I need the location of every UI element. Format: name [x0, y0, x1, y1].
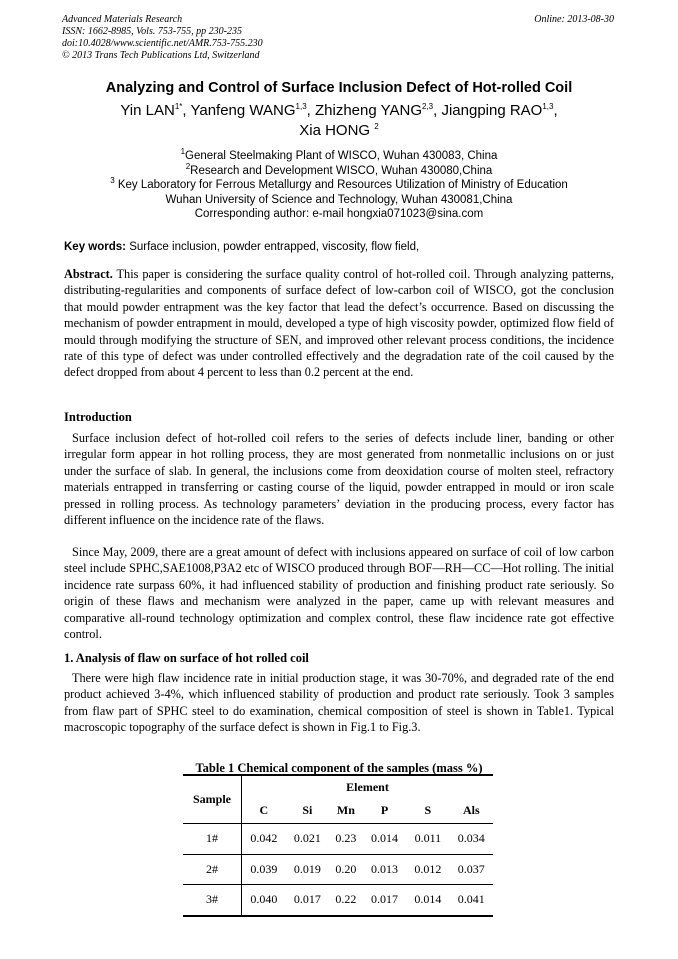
col-header: S — [424, 802, 432, 817]
author-sep: , — [306, 102, 315, 119]
author-sep: , — [553, 102, 558, 119]
affil-text: Key Laboratory for Ferrous Metallurgy and Resources Utilization of Ministry of Education — [114, 179, 568, 192]
table-row — [183, 884, 493, 916]
keywords-text: Surface inclusion, powder entrapped, viscosity, flow field, — [126, 241, 420, 253]
author-affil-sup: 1,3 — [295, 102, 307, 111]
copyright-line: © 2013 Trans Tech Publications Ltd, Switzerland — [62, 50, 260, 61]
col-header: C — [259, 802, 269, 817]
value-cell: 0.23 — [335, 831, 357, 845]
author-name: Zhizheng YANG — [314, 102, 422, 119]
author-list — [60, 101, 618, 141]
value-cell: 0.20 — [335, 861, 357, 876]
author-affil-sup: 2 — [374, 122, 379, 131]
author-sep: , — [182, 102, 191, 119]
abstract — [64, 266, 614, 381]
value-cell: 0.042 — [250, 831, 278, 845]
journal-name: Advanced Materials Research — [62, 14, 183, 25]
section-1-paragraph: There were high flaw incidence rate in initial production stage, it was 30-70%, and degraded rate of the end product achieved 3-4%, which influenced stability of production and product rate seriously. Took 3 samples from flaw part of SPHC steel to do examination, chemical composition of steel is shown in Table1. Typical macroscopic topography of the surface defect is shown in Fig.1 to Fig.3. — [64, 671, 614, 735]
table-row — [183, 823, 493, 854]
value-cell: 0.014 — [370, 831, 398, 845]
affil-sup: 3 — [110, 176, 115, 186]
col-header: P — [380, 802, 389, 817]
affiliations — [40, 149, 638, 222]
sample-header: Sample — [183, 775, 242, 823]
affil-sup: 1 — [180, 147, 186, 157]
section-1-heading: 1. Analysis of flaw on surface of hot rolled coil — [64, 651, 309, 665]
sample-cell: 1# — [183, 823, 242, 854]
value-cell: 0.034 — [457, 831, 485, 845]
online-date: Online: 2013-08-30 — [534, 14, 614, 25]
value-cell: 0.011 — [414, 831, 442, 845]
issn-line: ISSN: 1662-8985, Vols. 753-755, pp 230-235 — [62, 26, 242, 37]
col-header: Mn — [336, 802, 355, 817]
value-cell: 0.040 — [250, 892, 278, 907]
col-header: Als — [462, 802, 480, 817]
intro-paragraph-2: Since May, 2009, there are a great amount of defect with inclusions appeared on surface of coil of low carbon steel include SPHC,SAE1008,P3A2 etc of WISCO produced through BOF—RH—CC—Hot rolling. The initial incidence rate surpass 60%, it had influenced stability of production and finishing product rate seriously. So origin of these flaws and mechanism were analyzed in the paper, came up with relevant measures and comparative all-round technology optimization and complex control, these flaw incidence rate got effective control. — [64, 545, 614, 642]
sample-cell: 3# — [183, 884, 242, 916]
chemical-table — [183, 774, 493, 917]
intro-paragraph-1: Surface inclusion defect of hot-rolled coil refers to the series of defects include liner, banding or other irregular form appear in hot rolling process, they are most generated from nonmetallic inclusions on or just under the surface of slab. In general, the inclusions come from deoxidation course of molten steel, refractory materials entrapped in transferring or casting course of the liquid, powder entrapped in mould or iron scale pressed in rolling process. As technology parameters’ deviation in the producing process, every factor has different influence on the incidence rate of the flaws. — [64, 431, 614, 528]
abstract-label: Abstract. — [64, 267, 113, 281]
col-header: Si — [302, 802, 313, 817]
author-name: Yin LAN — [120, 102, 175, 119]
author-name: Jiangping RAO — [441, 102, 543, 119]
paper-title: Analyzing and Control of Surface Inclusion Defect of Hot-rolled Coil — [105, 80, 573, 96]
value-cell: 0.017 — [370, 892, 398, 907]
table-row — [183, 854, 493, 884]
abstract-text: This paper is considering the surface quality control of hot-rolled coil. Through analyzing patterns, distributing-regularities and components of surface defect of low-carbon coil of WISCO, got the conclusion that mould powder entrapment was the key factor that lead the defect’s occurrence. Based on discussing the mechanism of powder entrapment in mould, developed a type of high viscosity powder, optimized flow field of mould through modifying the structure of SEN, and improved other relevant process conditions, the incidence rate of this type of defect was under controlled effectively and the degradation rate of the coil caused by the defect dropped from about 4 percent to less than 0.2 percent at the end. — [64, 267, 614, 380]
value-cell: 0.017 — [293, 892, 321, 907]
author-name: Yanfeng WANG — [190, 102, 296, 119]
journal-info — [62, 14, 263, 62]
value-cell: 0.014 — [414, 892, 442, 907]
value-cell: 0.021 — [293, 831, 321, 845]
value-cell: 0.041 — [457, 892, 485, 907]
value-cell: 0.013 — [370, 861, 398, 876]
value-cell: 0.039 — [250, 861, 278, 876]
value-cell: 0.012 — [414, 861, 442, 876]
affiliation-3b: Wuhan University of Science and Technology, Wuhan 430081,China — [165, 193, 513, 206]
author-affil-sup: 1* — [174, 102, 183, 111]
affil-text: General Steelmaking Plant of WISCO, Wuhan 430083, China — [185, 150, 498, 162]
value-cell: 0.22 — [335, 892, 357, 907]
sample-cell: 2# — [183, 854, 242, 884]
doi-line: doi:10.4028/www.scientific.net/AMR.753-755.230 — [62, 38, 263, 49]
intro-heading: Introduction — [64, 410, 132, 424]
affiliation-2 — [40, 161, 638, 179]
affil-sup: 2 — [185, 161, 191, 171]
table-caption: Table 1 Chemical component of the samples (mass %) — [195, 761, 483, 775]
keywords — [64, 240, 620, 255]
affil-text: Research and Development WISCO, Wuhan 430080,China — [190, 164, 493, 177]
value-cell: 0.037 — [457, 861, 485, 876]
keywords-label: Key words: — [64, 241, 126, 253]
value-cell: 0.019 — [293, 861, 321, 876]
affiliation-1 — [40, 149, 638, 164]
author-affil-sup: 1,3 — [542, 102, 554, 111]
author-name: Xia HONG — [299, 122, 371, 139]
affiliation-3 — [40, 178, 638, 193]
element-header: Element — [346, 779, 389, 794]
author-affil-sup: 2,3 — [421, 102, 434, 111]
corresponding-author: Corresponding author: e-mail hongxia071023@sina.com — [194, 208, 484, 221]
author-sep: , — [433, 102, 442, 119]
